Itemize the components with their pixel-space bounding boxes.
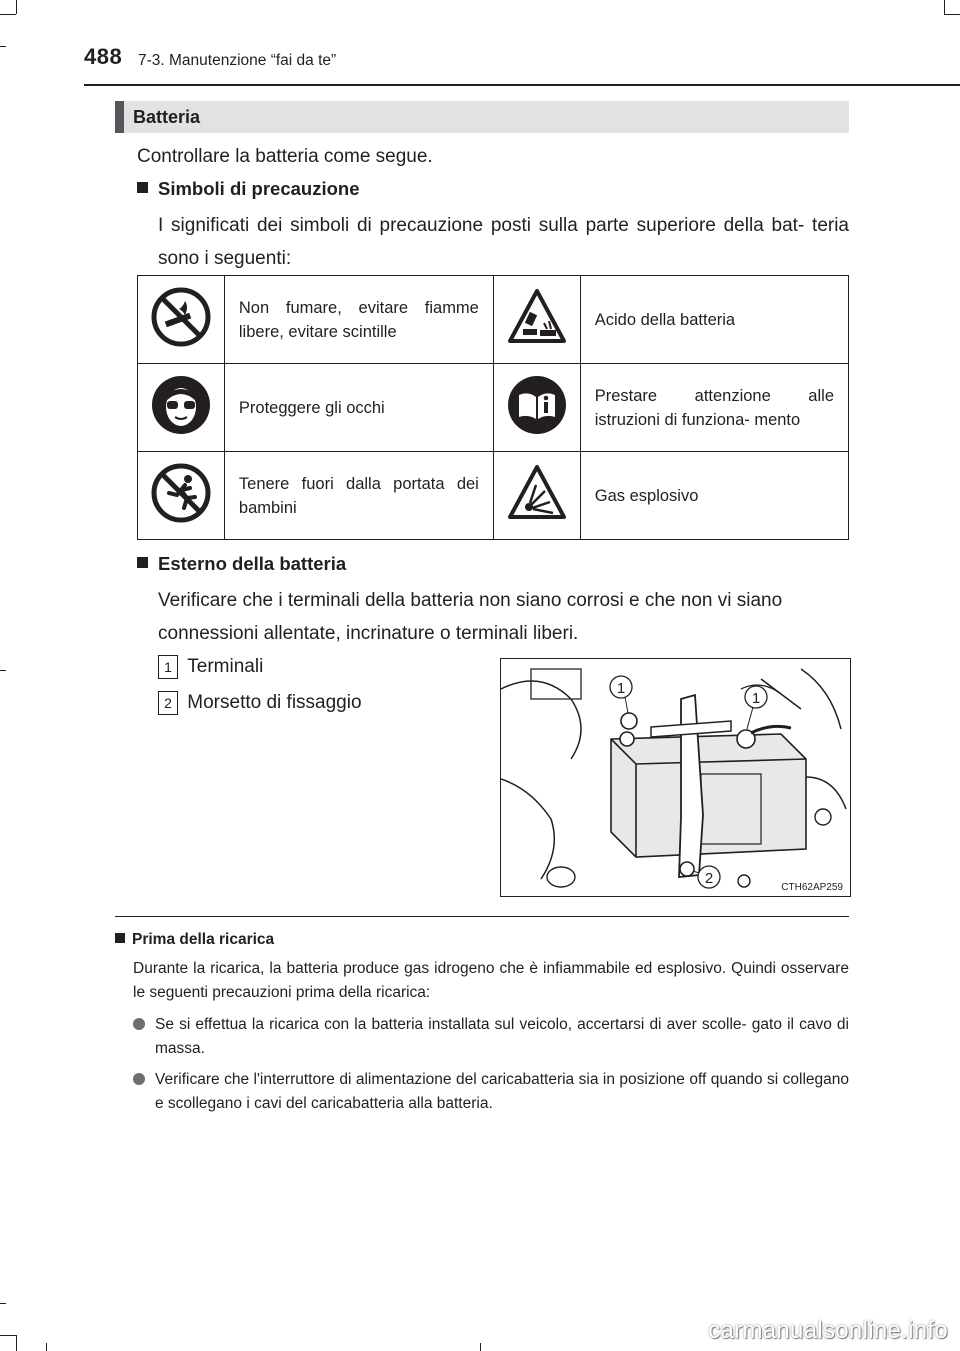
symbol-label: Prestare attenzione alle istruzioni di funziona- mento <box>580 364 848 452</box>
keep-away-children-icon <box>151 463 211 523</box>
crop-mark <box>46 1343 47 1351</box>
note-bullet-text: Verificare che l'interruttore di alimentazione del caricabatteria sia in posizione off quando si collegano e scollegano i cavi del caricabatteria alla batteria. <box>155 1071 849 1112</box>
crop-mark <box>480 1343 481 1351</box>
symbol-label: Non fumare, evitare fiamme libere, evitare scintille <box>224 276 493 364</box>
legend-label: Terminali <box>187 656 264 677</box>
watermark: carmanualsonline.info <box>708 1317 948 1344</box>
explosive-gas-icon <box>507 463 567 523</box>
header-divider <box>84 84 960 86</box>
figure-code: CTH62AP259 <box>781 882 843 893</box>
chapter-title: 7-3. Manutenzione “fai da te” <box>138 52 337 69</box>
battery-figure <box>500 658 851 897</box>
operating-instructions-icon <box>507 375 567 435</box>
legend-number: 2 <box>158 691 178 715</box>
note-heading: Prima della ricarica <box>115 931 274 949</box>
square-bullet-icon <box>137 557 148 568</box>
legend-item <box>158 686 362 719</box>
section-marker <box>115 101 124 133</box>
exterior-heading: Esterno della batteria <box>137 553 346 575</box>
note-bullet-text: Se si effettua la ricarica con la batteria installata sul veicolo, accertarsi di aver scolle- gato il cavo di massa. <box>155 1016 849 1057</box>
crop-mark <box>944 0 945 14</box>
note-text: Durante la ricarica, la batteria produce gas idrogeno che è infiammabile ed esplosivo. Quindi osservare le seguenti precauzioni prima della ricarica: <box>133 960 849 1001</box>
exterior-description: Verificare che i terminali della batteria non siano corrosi e che non vi siano connessioni allentate, incrinature o terminali liberi. <box>158 590 783 644</box>
note-divider <box>115 916 849 917</box>
note-bullet <box>133 1013 849 1061</box>
round-bullet-icon <box>133 1073 145 1085</box>
symbol-cell <box>138 276 225 364</box>
symbol-cell <box>138 452 225 540</box>
square-bullet-icon <box>137 182 148 193</box>
symbols-description: I significati dei simboli di precauzione posti sulla parte superiore della bat- teria sono i seguenti: <box>158 215 849 269</box>
legend-item <box>158 650 263 683</box>
table-row <box>138 452 849 540</box>
no-smoking-icon <box>151 287 211 347</box>
eye-protection-icon <box>151 375 211 435</box>
crop-mark <box>944 14 960 15</box>
crop-mark <box>16 1335 17 1351</box>
figure-callout: 2 <box>704 870 714 887</box>
symbol-cell <box>493 364 580 452</box>
battery-illustration <box>501 659 850 896</box>
symbol-label: Acido della batteria <box>580 276 848 364</box>
legend-number: 1 <box>158 655 178 679</box>
battery-acid-icon <box>507 287 567 347</box>
crop-mark <box>0 14 16 15</box>
table-row <box>138 276 849 364</box>
symbol-label: Proteggere gli occhi <box>224 364 493 452</box>
section-title: Batteria <box>133 107 201 127</box>
table-row <box>138 364 849 452</box>
symbol-cell <box>138 364 225 452</box>
symbols-heading: Simboli di precauzione <box>137 178 359 200</box>
crop-mark <box>16 0 17 14</box>
legend-label: Morsetto di fissaggio <box>187 692 362 713</box>
symbol-cell <box>493 276 580 364</box>
symbols-table <box>137 275 849 540</box>
crop-mark <box>0 1303 6 1304</box>
crop-mark <box>0 1335 16 1336</box>
page-number: 488 <box>84 44 123 69</box>
crop-mark <box>0 46 6 47</box>
crop-mark <box>0 670 6 671</box>
figure-callout: 1 <box>751 690 761 707</box>
square-bullet-icon <box>115 933 125 943</box>
note-bullet <box>133 1068 849 1116</box>
symbol-label: Gas esplosivo <box>580 452 848 540</box>
symbol-cell <box>493 452 580 540</box>
section-title-bar <box>115 101 849 133</box>
symbol-label: Tenere fuori dalla portata dei bambini <box>224 452 493 540</box>
round-bullet-icon <box>133 1018 145 1030</box>
figure-callout: 1 <box>616 680 626 697</box>
intro-text: Controllare la batteria come segue. <box>137 146 433 167</box>
